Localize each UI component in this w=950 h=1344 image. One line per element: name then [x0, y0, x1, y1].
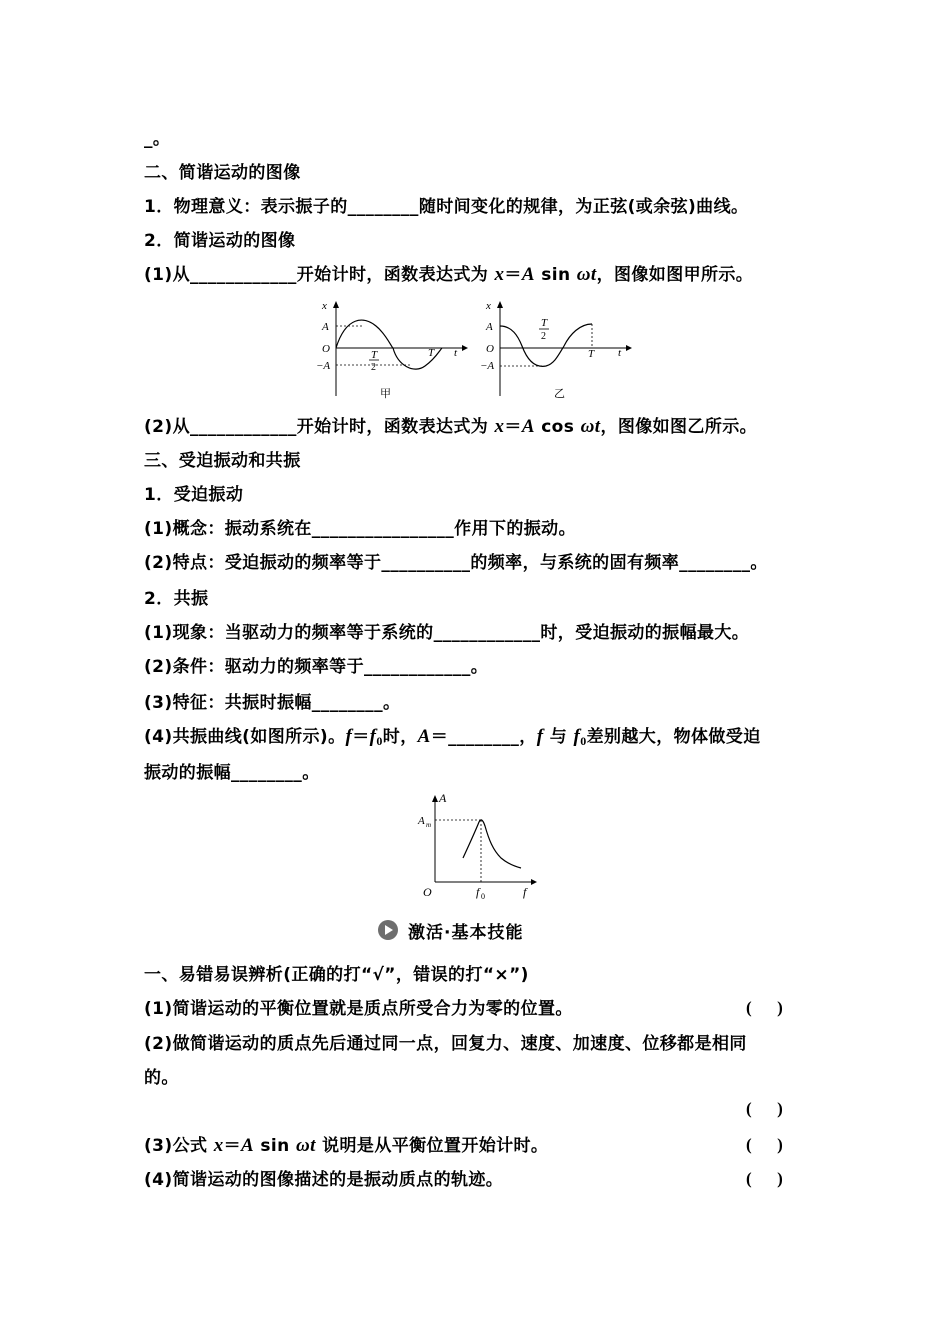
- axis-label-t: t: [454, 347, 458, 359]
- text-part: ＝: [504, 265, 522, 285]
- question-item: (2)做简谐运动的质点先后通过同一点，回复力、速度、加速度、位移都是相同: [144, 1034, 747, 1054]
- text-line: (2)条件：驱动力的频率等于____________。: [144, 657, 489, 677]
- play-icon: [378, 920, 398, 940]
- section-title: 一、易错易误辨析(正确的打“√”，错误的打“×”): [144, 965, 529, 985]
- text-line: (2)特点：受迫振动的频率等于__________的频率，与系统的固有频率________。: [144, 553, 768, 573]
- half-period-den: 2: [371, 362, 376, 373]
- text-part: ＝________，: [430, 727, 537, 747]
- origin-label: O: [322, 343, 330, 355]
- math-sub: 0: [376, 734, 383, 748]
- origin-label: O: [423, 885, 432, 899]
- math-var: A: [417, 726, 431, 747]
- text-line: [144, 726, 761, 752]
- text-line: 1．受迫振动: [144, 485, 244, 505]
- half-period-num: T: [371, 349, 378, 361]
- text-part: sin: [534, 265, 577, 285]
- text-line: 2．共振: [144, 589, 209, 609]
- math-var: f: [369, 726, 377, 747]
- question-item: (4)简谐运动的图像描述的是振动质点的轨迹。: [144, 1170, 504, 1190]
- answer-blank[interactable]: ( ): [746, 998, 783, 1017]
- question-item: 的。: [144, 1068, 179, 1088]
- period-label: T: [428, 347, 435, 359]
- math-var: f: [573, 726, 581, 747]
- text-part: 说明是从平衡位置开始计时。: [315, 1136, 549, 1156]
- figure-caption: 乙: [554, 388, 565, 400]
- text-part: ＝: [504, 417, 522, 437]
- cosine-graph-figure: [478, 296, 633, 404]
- section-title: 二、简谐运动的图像: [144, 163, 301, 183]
- neg-amp-label: −A: [480, 360, 495, 372]
- math-var: x: [494, 416, 505, 437]
- math-var: A: [521, 264, 535, 285]
- section-title: 三、受迫振动和共振: [144, 451, 301, 471]
- f0-label: f: [476, 885, 480, 899]
- amp-label: A: [486, 321, 493, 333]
- text-part: 差别越大，物体做受迫: [586, 727, 761, 747]
- skill-banner-title: 激活·基本技能: [408, 922, 524, 943]
- math-var: f: [345, 726, 353, 747]
- f0-subscript: 0: [481, 892, 485, 900]
- text-part: ，图像如图甲所示。: [596, 265, 754, 285]
- text-part: ＝: [223, 1136, 241, 1156]
- text-part: ＝: [352, 727, 370, 747]
- answer-blank[interactable]: ( ): [746, 1169, 783, 1188]
- text-part: 时，: [382, 727, 418, 747]
- answer-blank[interactable]: ( ): [746, 1099, 783, 1118]
- math-var: A: [241, 1135, 255, 1156]
- math-var: A: [521, 416, 535, 437]
- text-part: (2)从____________开始计时，函数表达式为: [144, 417, 495, 437]
- amp-label: A: [322, 321, 329, 333]
- figure-caption: 甲: [380, 388, 391, 400]
- answer-blank[interactable]: ( ): [746, 1135, 783, 1154]
- math-sub: 0: [580, 734, 587, 748]
- text-line: 1．物理意义：表示振子的________随时间变化的规律，为正弦(或余弦)曲线。: [144, 197, 749, 217]
- text-line: (3)特征：共振时振幅________。: [144, 693, 401, 713]
- text-line: _。: [144, 129, 171, 149]
- axis-label-x: x: [322, 300, 327, 312]
- text-part: (1)从____________开始计时，函数表达式为: [144, 265, 495, 285]
- axis-label-a: A: [439, 791, 447, 805]
- text-line: 2．简谐运动的图像: [144, 231, 296, 251]
- period-label: T: [588, 348, 595, 360]
- question-item: [144, 1135, 548, 1157]
- axis-label-x: x: [486, 300, 491, 312]
- axis-label-f: f: [523, 885, 527, 899]
- resonance-curve-figure: [415, 790, 540, 900]
- text-part: sin: [254, 1136, 296, 1156]
- half-period-den: 2: [541, 331, 546, 342]
- text-line: 振动的振幅________。: [144, 763, 320, 783]
- neg-amp-label: −A: [316, 360, 331, 372]
- origin-label: O: [486, 343, 494, 355]
- math-var: x: [213, 1135, 224, 1156]
- text-line: (1)现象：当驱动力的频率等于系统的____________时，受迫振动的振幅最大。: [144, 623, 750, 643]
- text-part: cos: [534, 417, 581, 437]
- math-var: x: [494, 264, 505, 285]
- text-line: (1)概念：振动系统在________________作用下的振动。: [144, 519, 576, 539]
- skill-banner: [378, 918, 523, 942]
- text-part: (3)公式: [144, 1136, 214, 1156]
- text-part: 与: [543, 727, 574, 747]
- math-var: ωt: [580, 416, 601, 437]
- math-var: ωt: [295, 1135, 316, 1156]
- question-item: (1)简谐运动的平衡位置就是质点所受合力为零的位置。: [144, 999, 573, 1019]
- half-period-num: T: [541, 317, 548, 329]
- text-line: [144, 264, 753, 286]
- text-part: ，图像如图乙所示。: [600, 417, 758, 437]
- text-part: (4)共振曲线(如图所示)。: [144, 727, 346, 747]
- text-line: [144, 416, 757, 438]
- math-var: ωt: [576, 264, 597, 285]
- am-label: A: [418, 815, 425, 827]
- axis-label-t: t: [618, 347, 622, 359]
- am-subscript: m: [426, 821, 432, 829]
- math-var: f: [536, 726, 544, 747]
- sine-graph-figure: [314, 296, 469, 404]
